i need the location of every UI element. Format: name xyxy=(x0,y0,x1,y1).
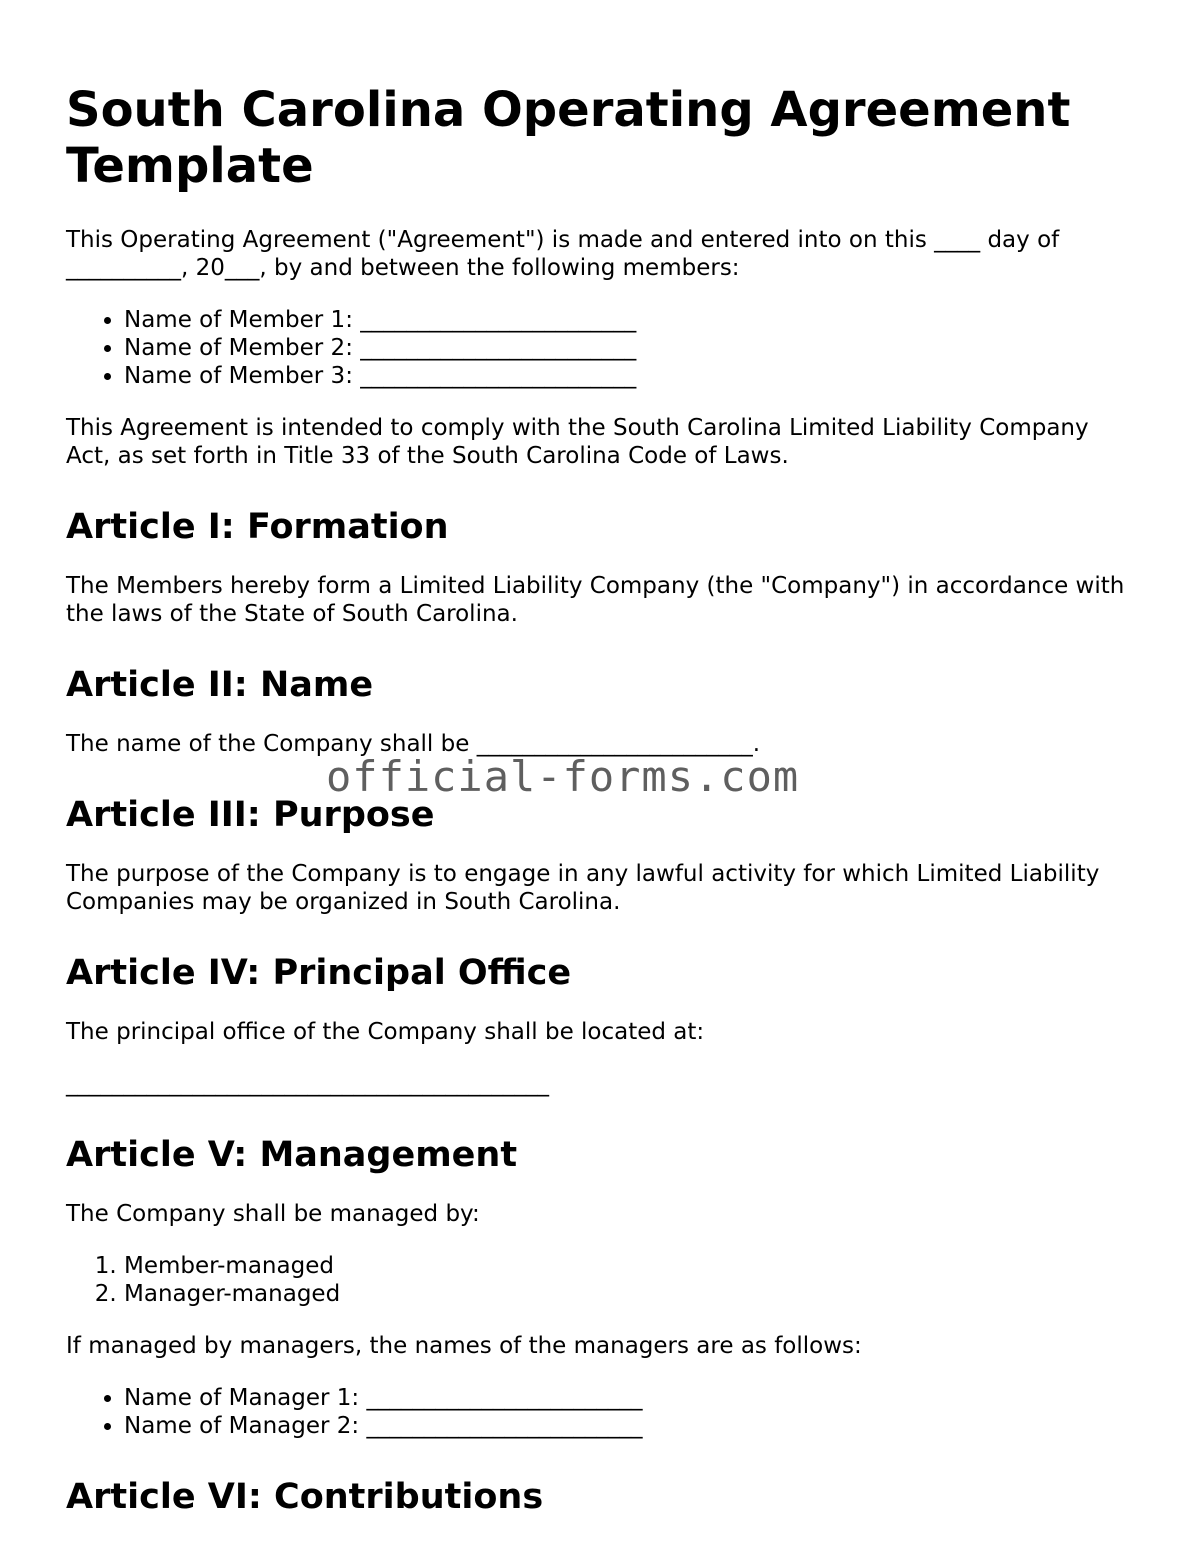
list-item: • Name of Manager 2: ________________________ xyxy=(124,1412,1136,1440)
list-item: • Name of Member 3: ________________________ xyxy=(124,362,1136,390)
list-item: • Name of Member 1: ________________________ xyxy=(124,306,1136,334)
list-item: • Name of Member 2: ________________________ xyxy=(124,334,1136,362)
list-item: 2. Manager-managed xyxy=(124,1280,1136,1308)
watermark: official-forms.com xyxy=(326,752,800,801)
list-item: 1. Member-managed xyxy=(124,1252,1136,1280)
address-line: __________________________________________ xyxy=(66,1071,549,1097)
document-page xyxy=(66,82,1136,1542)
managers-list xyxy=(66,1384,1136,1440)
article-5-text: The Company shall be managed by: xyxy=(66,1201,480,1227)
article-4-heading: Article IV: Principal Office xyxy=(66,953,572,993)
members-list xyxy=(66,306,1136,390)
article-5-heading: Article V: Management xyxy=(66,1135,518,1175)
compliance-paragraph: This Agreement is intended to comply with the South Carolina Limited Liability Company Act, as set forth in Title 33 of the South Carolina Code of Laws. xyxy=(66,415,1089,469)
article-3-heading: Article III: Purpose xyxy=(66,795,435,835)
list-item: • Name of Manager 1: ________________________ xyxy=(124,1384,1136,1412)
page-title: South Carolina Operating Agreement Template xyxy=(66,82,1071,194)
managers-intro: If managed by managers, the names of the managers are as follows: xyxy=(66,1333,862,1359)
management-options-list xyxy=(66,1252,1136,1308)
article-1-text: The Members hereby form a Limited Liability Company (the "Company") in accordance with the laws of the State of South Carolina. xyxy=(66,573,1125,627)
article-3-text: The purpose of the Company is to engage in any lawful activity for which Limited Liability Companies may be organized in South Carolina. xyxy=(66,861,1100,915)
article-4-text: The principal office of the Company shall be located at: xyxy=(66,1019,705,1045)
article-1-heading: Article I: Formation xyxy=(66,507,449,547)
article-2-heading: Article II: Name xyxy=(66,665,374,705)
article-6-heading: Article VI: Contributions xyxy=(66,1477,544,1517)
intro-paragraph: This Operating Agreement ("Agreement") is made and entered into on this ____ day of __________, 20___, by and between the following members: xyxy=(66,227,1060,281)
article-2-text: The name of the Company shall be ________________________. xyxy=(66,731,761,757)
